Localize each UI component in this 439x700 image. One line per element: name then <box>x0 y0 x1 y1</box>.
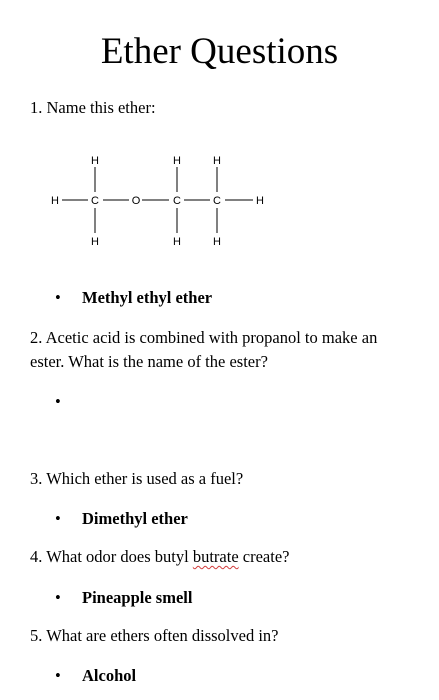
atom-h: H <box>213 155 221 167</box>
answer-3 <box>55 508 188 530</box>
answer-text: Methyl ethyl ether <box>82 288 213 307</box>
atom-c: C <box>213 195 221 207</box>
answer-text: Dimethyl ether <box>82 509 188 528</box>
atom-c: C <box>91 195 99 207</box>
page-title: Ether Questions <box>100 31 339 72</box>
question-text: Name this ether: <box>46 98 156 117</box>
question-1 <box>30 96 410 120</box>
atom-c: C <box>173 195 181 207</box>
bullet-icon: • <box>55 509 61 528</box>
atom-h: H <box>91 155 99 167</box>
answer-2 <box>55 391 82 413</box>
atom-h: H <box>51 195 59 207</box>
answer-1 <box>55 287 212 309</box>
question-4 <box>30 545 410 569</box>
question-5 <box>30 624 410 648</box>
atom-h: H <box>173 155 181 167</box>
question-number: 1. <box>30 98 43 117</box>
ether-structure-diagram <box>40 148 280 248</box>
question-number: 5. <box>30 626 43 645</box>
answer-text: Pineapple smell <box>82 588 193 607</box>
atom-h: H <box>173 236 181 248</box>
bullet-icon: • <box>55 392 61 411</box>
question-number: 4. <box>30 547 43 566</box>
question-text: What odor does butyl butrate create? <box>46 547 290 566</box>
bullet-icon: • <box>55 588 61 607</box>
question-3 <box>30 467 410 491</box>
question-text: Which ether is used as a fuel? <box>46 469 244 488</box>
atom-o: O <box>131 195 141 207</box>
atom-h: H <box>213 236 221 248</box>
spellcheck-flagged-word[interactable]: butrate <box>192 547 239 566</box>
question-2 <box>30 326 410 374</box>
atom-h: H <box>91 236 99 248</box>
answer-4 <box>55 587 192 609</box>
question-text: Acetic acid is combined with propanol to make an ester. What is the name of the ester? <box>30 328 378 371</box>
bullet-icon: • <box>55 288 61 307</box>
question-number: 3. <box>30 469 43 488</box>
question-text: What are ethers often dissolved in? <box>46 626 279 645</box>
answer-text: Alcohol <box>82 666 137 685</box>
answer-5 <box>55 665 136 687</box>
atom-h: H <box>256 195 264 207</box>
question-number: 2. <box>30 328 43 347</box>
bullet-icon: • <box>55 666 61 685</box>
